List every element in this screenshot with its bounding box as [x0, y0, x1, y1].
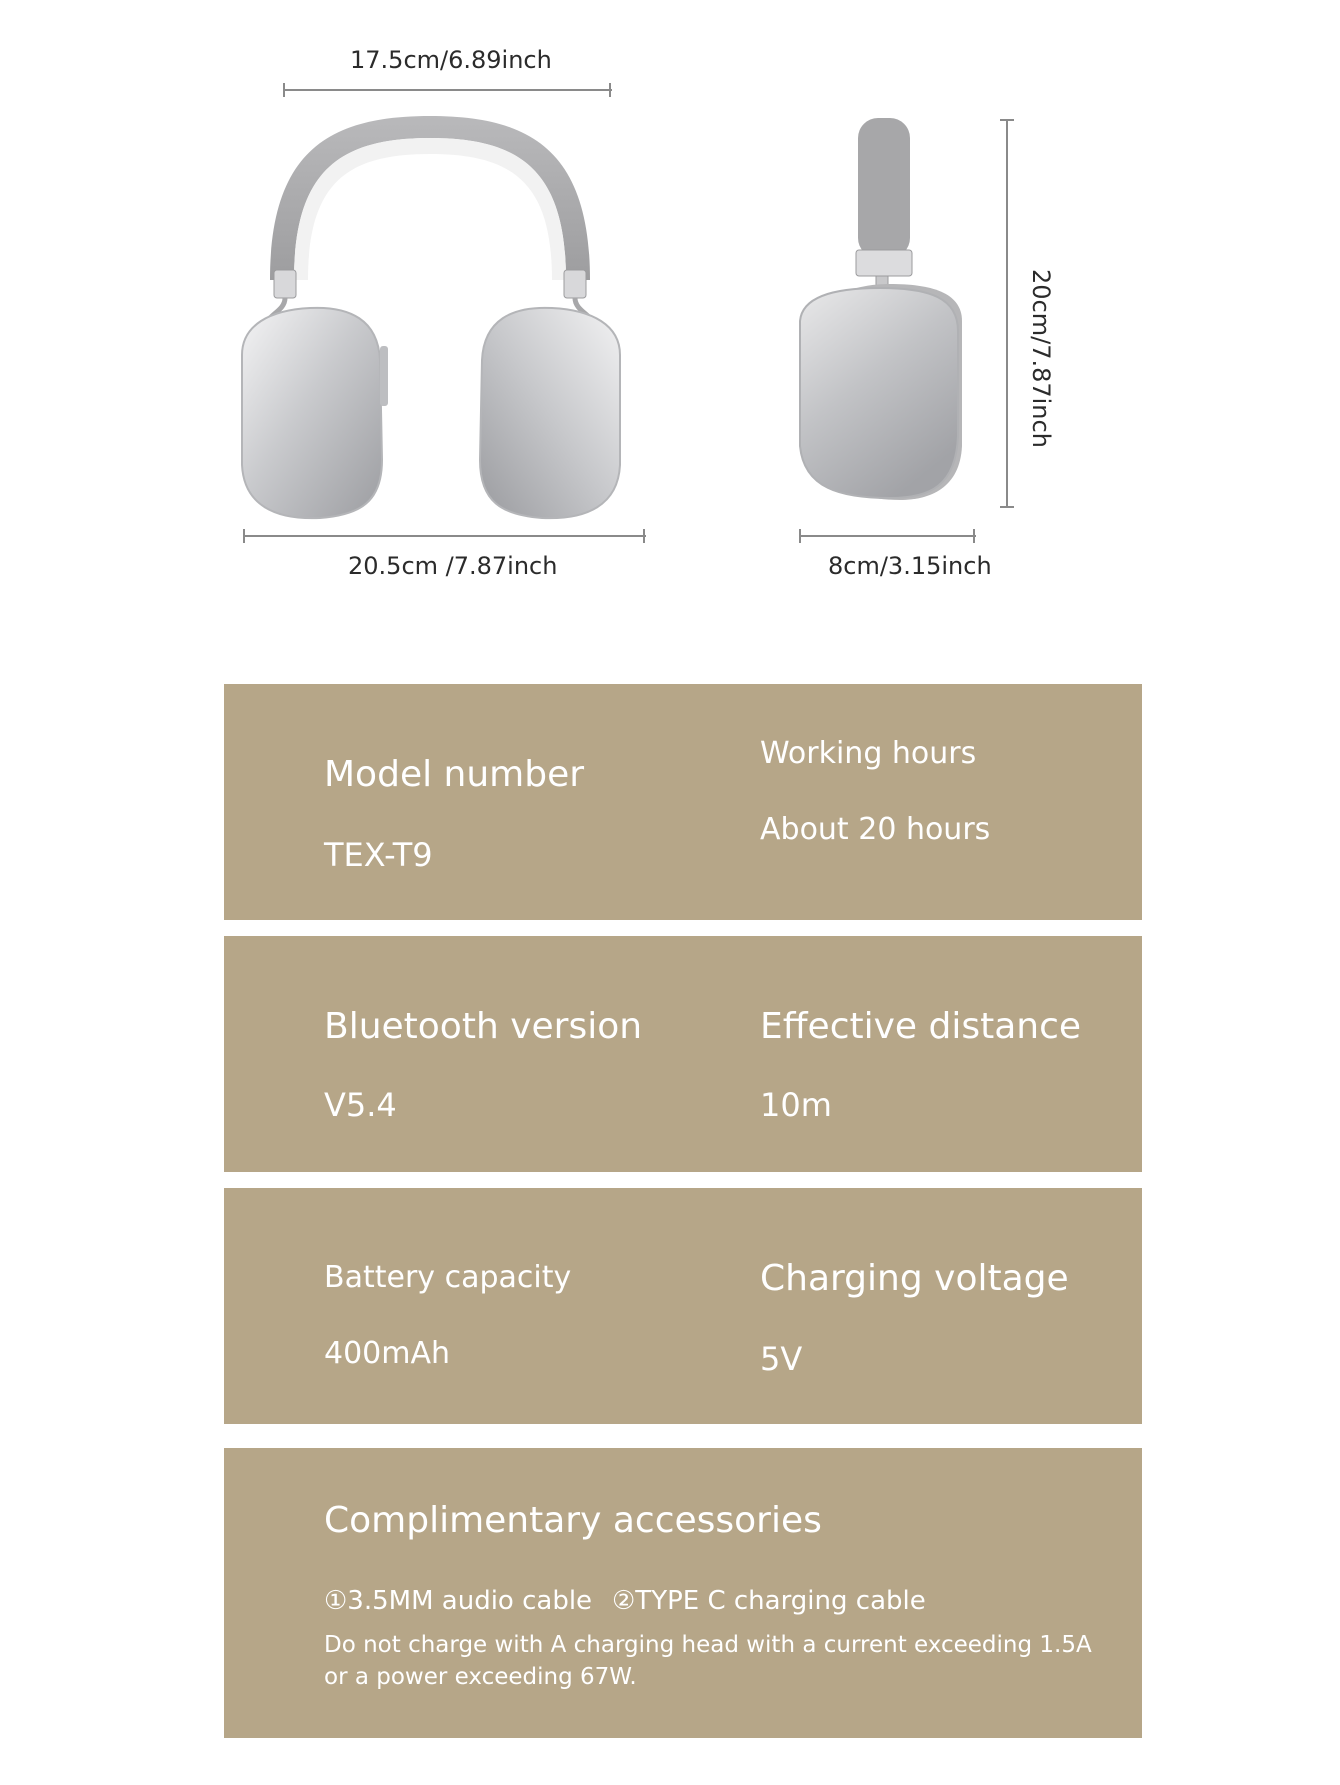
- height-line: [1006, 120, 1008, 508]
- headband-width-label: 17.5cm/6.89inch: [350, 46, 552, 74]
- headband-width-line: [284, 89, 612, 91]
- depth-line: [800, 535, 976, 537]
- height-tick-bottom: [1000, 506, 1014, 508]
- height-label: 20cm/7.87inch: [1027, 269, 1055, 448]
- overall-width-label: 20.5cm /7.87inch: [348, 552, 558, 580]
- headband-width-tick-right: [609, 83, 611, 97]
- accessories-title: Complimentary accessories: [324, 1500, 822, 1541]
- battery-capacity-value: 400mAh: [324, 1336, 451, 1371]
- charging-voltage-label: Charging voltage: [760, 1258, 1069, 1299]
- overall-width-tick-left: [243, 529, 245, 543]
- effective-distance-label: Effective distance: [760, 1006, 1082, 1047]
- accessory-audio-cable: ①3.5MM audio cable: [324, 1586, 593, 1616]
- effective-distance-value: 10m: [760, 1086, 832, 1124]
- working-hours-label: Working hours: [760, 736, 977, 771]
- overall-width-line: [244, 535, 646, 537]
- bluetooth-version-label: Bluetooth version: [324, 1006, 643, 1047]
- working-hours-value: About 20 hours: [760, 812, 991, 847]
- spec-panel-battery: [224, 1188, 1142, 1424]
- charging-warning-line-2: or a power exceeding 67W.: [324, 1664, 637, 1690]
- depth-tick-left: [799, 529, 801, 543]
- spec-panel-model: [224, 684, 1142, 920]
- headband-width-tick-left: [283, 83, 285, 97]
- model-number-value: TEX-T9: [324, 836, 433, 874]
- depth-tick-right: [973, 529, 975, 543]
- overall-width-tick-right: [643, 529, 645, 543]
- spec-panel-bluetooth: [224, 936, 1142, 1172]
- model-number-label: Model number: [324, 754, 585, 795]
- charging-voltage-value: 5V: [760, 1340, 803, 1378]
- accessories-panel: [224, 1448, 1142, 1738]
- bluetooth-version-value: V5.4: [324, 1086, 397, 1124]
- headphones-front-view: [230, 110, 650, 530]
- height-tick-top: [1000, 119, 1014, 121]
- battery-capacity-label: Battery capacity: [324, 1260, 572, 1295]
- depth-label: 8cm/3.15inch: [828, 552, 992, 580]
- charging-warning-line-1: Do not charge with A charging head with a current exceeding 1.5A: [324, 1632, 1092, 1658]
- accessory-charging-cable: ②TYPE C charging cable: [612, 1586, 926, 1616]
- headphones-side-view: [790, 116, 990, 516]
